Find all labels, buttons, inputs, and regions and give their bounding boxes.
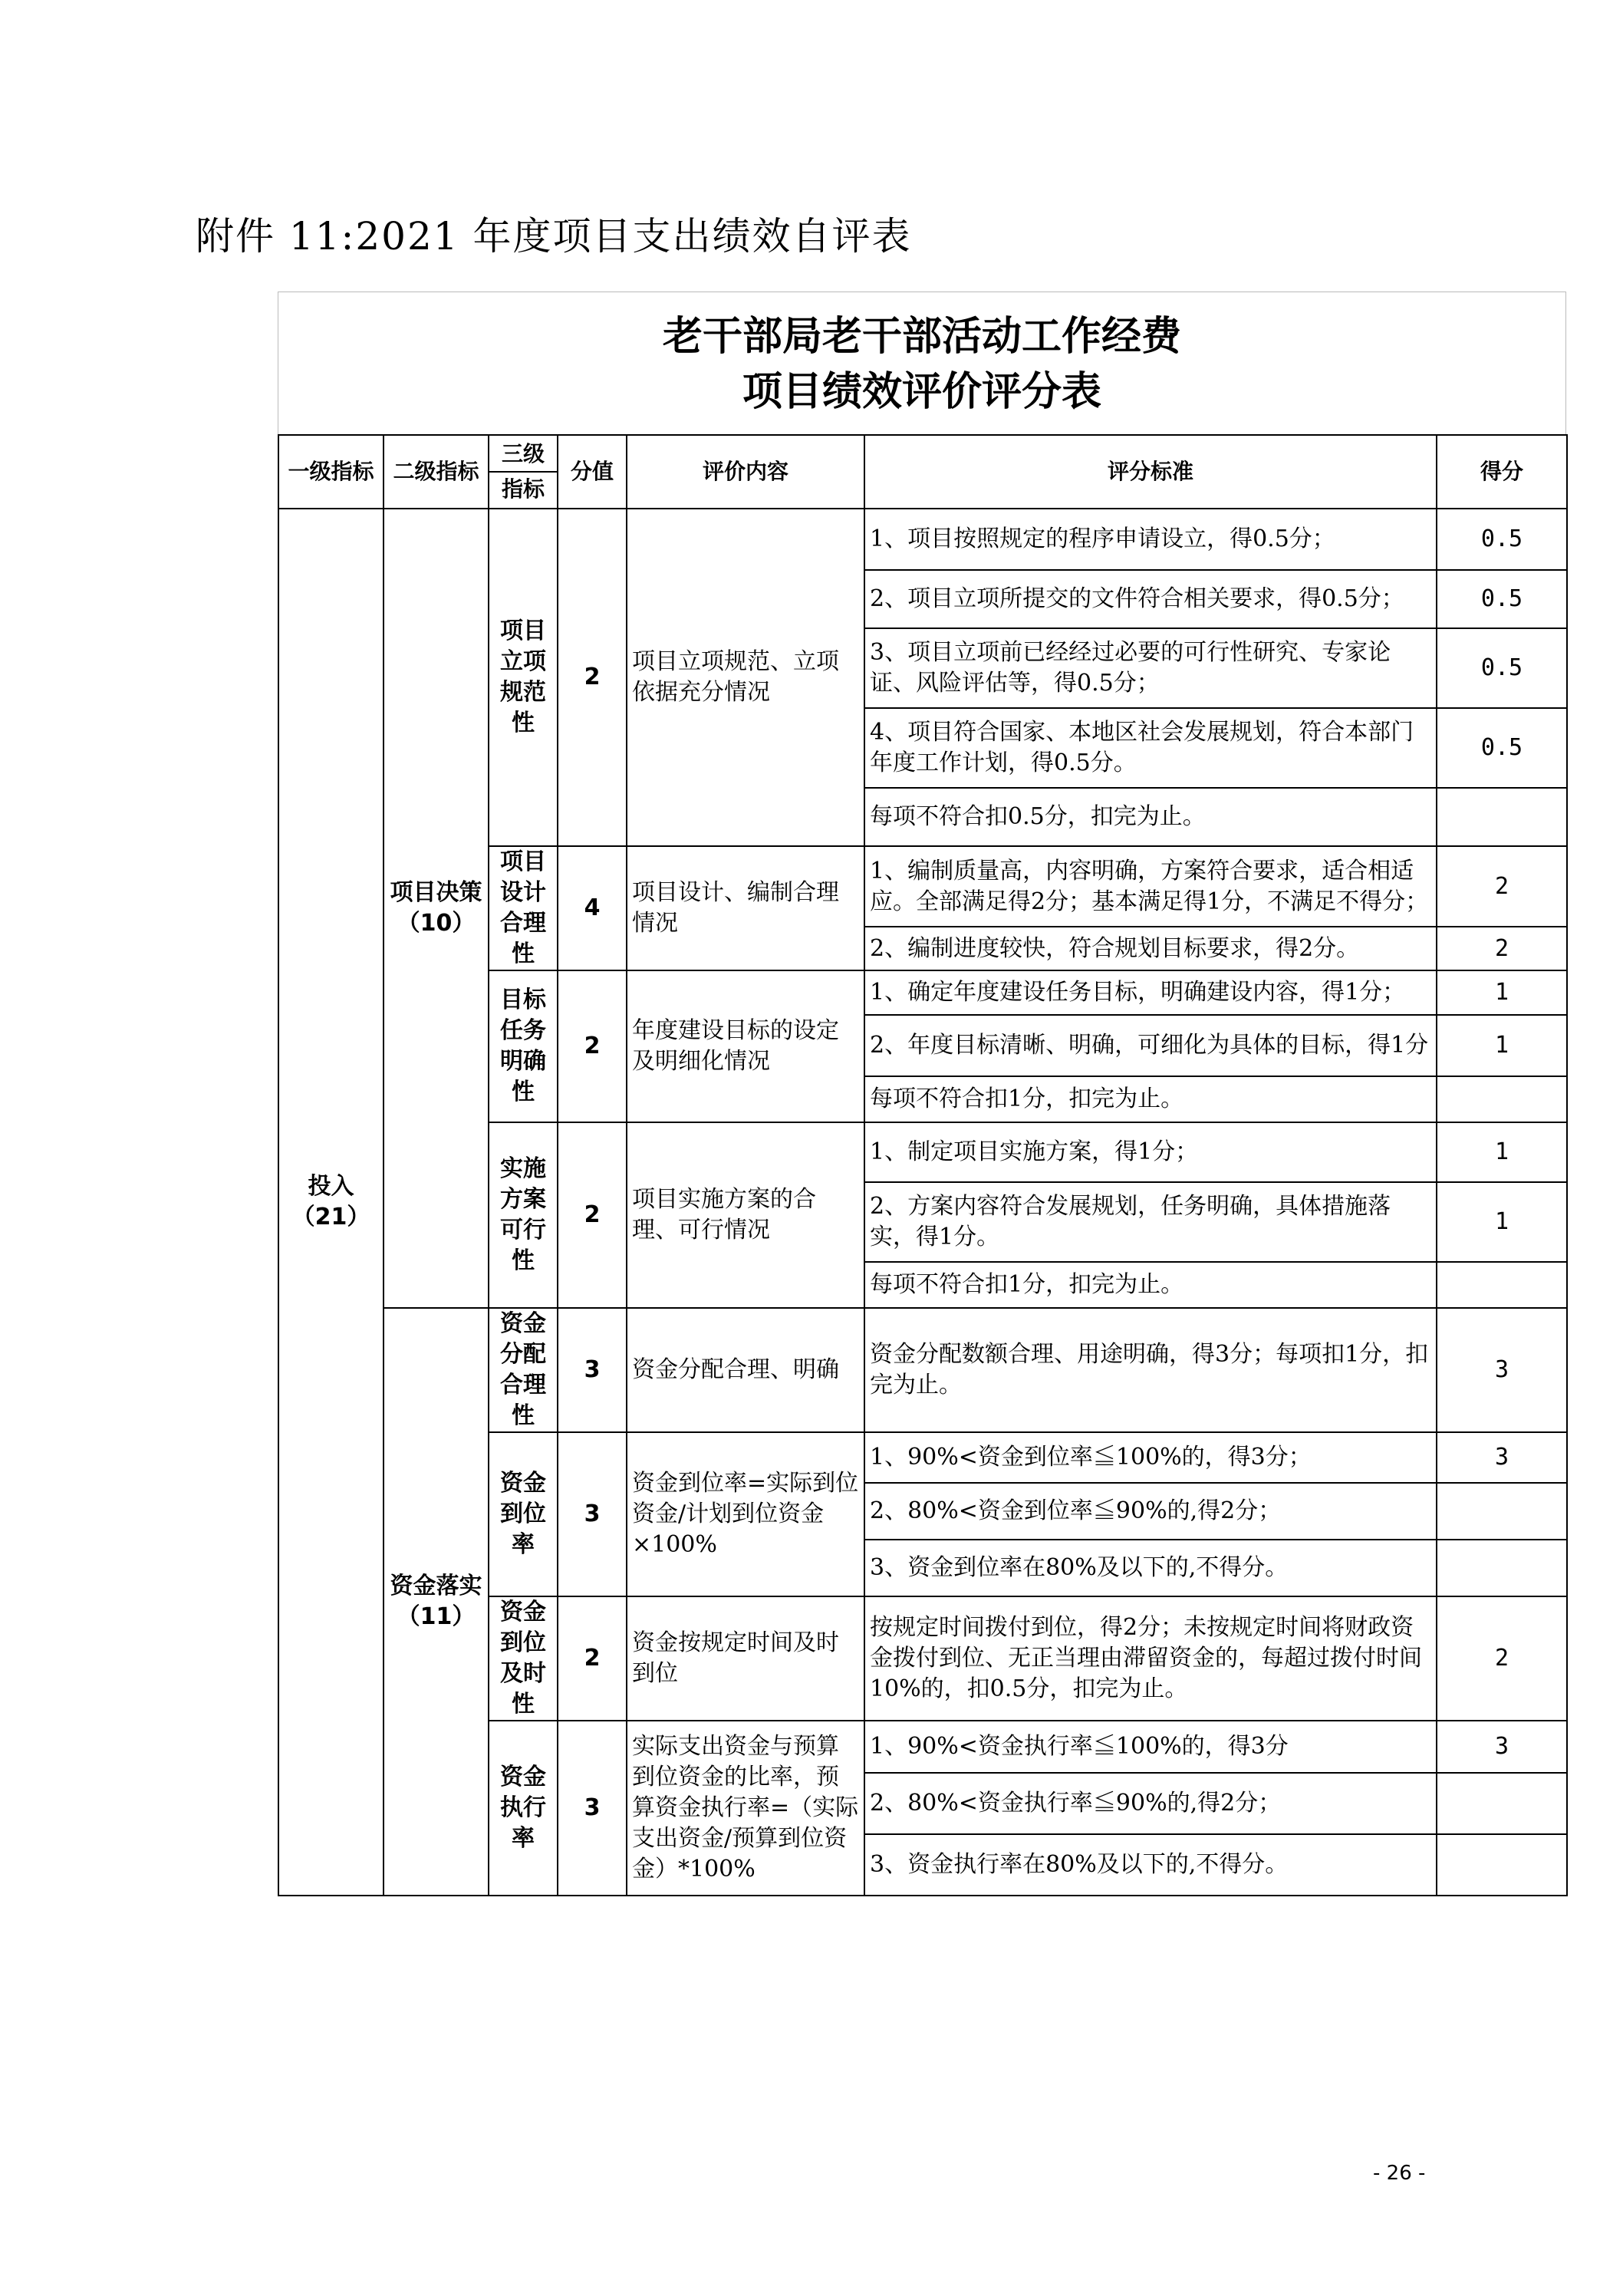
header-standard: 评分标准 xyxy=(864,435,1437,509)
standard-text: 每项不符合扣1分，扣完为止。 xyxy=(864,1076,1437,1122)
standard-text: 1、90%<资金执行率≦100%的，得3分 xyxy=(864,1721,1437,1773)
score-value: 2 xyxy=(1437,1596,1567,1721)
score-value: 1 xyxy=(1437,970,1567,1015)
item-name: 项目设计合理性 xyxy=(489,846,558,970)
item-content: 项目实施方案的合理、可行情况 xyxy=(627,1122,864,1308)
group-funding: 资金落实 （11） xyxy=(384,1308,489,1896)
item-content: 年度建设目标的设定及明细化情况 xyxy=(627,970,864,1122)
score-value xyxy=(1437,1540,1567,1596)
standard-text: 1、制定项目实施方案，得1分； xyxy=(864,1122,1437,1182)
item-weight: 2 xyxy=(558,970,627,1122)
standard-text: 2、项目立项所提交的文件符合相关要求，得0.5分； xyxy=(864,570,1437,628)
level1-cell: 投入 （21） xyxy=(278,509,384,1896)
table-row xyxy=(278,1308,1567,1432)
standard-text: 每项不符合扣0.5分，扣完为止。 xyxy=(864,788,1437,846)
item-name: 资金分配合理性 xyxy=(489,1308,558,1432)
score-value: 1 xyxy=(1437,1122,1567,1182)
score-value: 0.5 xyxy=(1437,628,1567,708)
score-value xyxy=(1437,1834,1567,1896)
evaluation-sheet xyxy=(278,292,1566,1896)
header-level3-top: 三级 xyxy=(489,437,557,473)
standard-text: 1、编制质量高，内容明确，方案符合要求，适合相适应。全部满足得2分；基本满足得1分，不满足不得分； xyxy=(864,846,1437,927)
standard-text: 3、项目立项前已经经过必要的可行性研究、专家论证、风险评估等，得0.5分； xyxy=(864,628,1437,708)
score-table xyxy=(278,434,1568,1896)
score-value: 2 xyxy=(1437,846,1567,927)
score-value: 1 xyxy=(1437,1015,1567,1076)
standard-text: 4、项目符合国家、本地区社会发展规划，符合本部门年度工作计划，得0.5分。 xyxy=(864,708,1437,788)
header-level1: 一级指标 xyxy=(278,435,384,509)
group-decision: 项目决策 （10） xyxy=(384,509,489,1308)
item-content: 项目立项规范、立项依据充分情况 xyxy=(627,509,864,846)
item-weight: 3 xyxy=(558,1721,627,1896)
header-score: 得分 xyxy=(1437,435,1567,509)
item-weight: 3 xyxy=(558,1432,627,1596)
item-content: 项目设计、编制合理情况 xyxy=(627,846,864,970)
score-value: 3 xyxy=(1437,1308,1567,1432)
standard-text: 2、编制进度较快，符合规划目标要求，得2分。 xyxy=(864,927,1437,970)
header-level3-bottom: 指标 xyxy=(501,476,545,502)
item-content: 实际支出资金与预算到位资金的比率，预算资金执行率=（实际支出资金/预算到位资金）*100% xyxy=(627,1721,864,1896)
standard-text: 2、年度目标清晰、明确，可细化为具体的目标，得1分 xyxy=(864,1015,1437,1076)
score-value xyxy=(1437,1773,1567,1834)
standard-text: 2、80%<资金到位率≦90%的,得2分； xyxy=(864,1483,1437,1540)
score-value: 0.5 xyxy=(1437,509,1567,570)
page-number: - 26 - xyxy=(1373,2162,1426,2185)
standard-text: 3、资金执行率在80%及以下的,不得分。 xyxy=(864,1834,1437,1896)
item-name: 资金到位及时性 xyxy=(489,1596,558,1721)
standard-text: 2、80%<资金执行率≦90%的,得2分； xyxy=(864,1773,1437,1834)
table-row xyxy=(278,509,1567,570)
header-content: 评价内容 xyxy=(627,435,864,509)
score-value: 1 xyxy=(1437,1182,1567,1262)
sheet-title xyxy=(278,292,1566,434)
title-line-2: 项目绩效评价评分表 xyxy=(742,369,1101,415)
score-value: 2 xyxy=(1437,927,1567,970)
score-value xyxy=(1437,788,1567,846)
score-value xyxy=(1437,1483,1567,1540)
item-content: 资金到位率=实际到位资金/计划到位资金×100% xyxy=(627,1432,864,1596)
item-weight: 4 xyxy=(558,846,627,970)
header-row xyxy=(278,435,1567,509)
standard-text: 每项不符合扣1分，扣完为止。 xyxy=(864,1262,1437,1308)
score-value xyxy=(1437,1262,1567,1308)
standard-text: 3、资金到位率在80%及以下的,不得分。 xyxy=(864,1540,1437,1596)
standard-text: 1、项目按照规定的程序申请设立，得0.5分； xyxy=(864,509,1437,570)
standard-text: 2、方案内容符合发展规划，任务明确，具体措施落实，得1分。 xyxy=(864,1182,1437,1262)
header-weight: 分值 xyxy=(558,435,627,509)
standard-text: 1、确定年度建设任务目标，明确建设内容，得1分； xyxy=(864,970,1437,1015)
item-name: 项目立项规范性 xyxy=(489,509,558,846)
item-name: 实施方案可行性 xyxy=(489,1122,558,1308)
score-value: 3 xyxy=(1437,1432,1567,1483)
title-line-1: 老干部局老干部活动工作经费 xyxy=(662,314,1181,360)
score-value xyxy=(1437,1076,1567,1122)
score-value: 0.5 xyxy=(1437,708,1567,788)
item-weight: 2 xyxy=(558,1596,627,1721)
item-name: 目标任务明确性 xyxy=(489,970,558,1122)
item-weight: 2 xyxy=(558,1122,627,1308)
item-name: 资金执行率 xyxy=(489,1721,558,1896)
item-content: 资金按规定时间及时到位 xyxy=(627,1596,864,1721)
standard-text: 按规定时间拨付到位，得2分；未按规定时间将财政资金拨付到位、无正当理由滞留资金的，每超过拨付时间10%的，扣0.5分，扣完为止。 xyxy=(864,1596,1437,1721)
standard-text: 资金分配数额合理、用途明确，得3分；每项扣1分，扣完为止。 xyxy=(864,1308,1437,1432)
score-value: 0.5 xyxy=(1437,570,1567,628)
score-value: 3 xyxy=(1437,1721,1567,1773)
item-content: 资金分配合理、明确 xyxy=(627,1308,864,1432)
item-weight: 2 xyxy=(558,509,627,846)
item-name: 资金到位率 xyxy=(489,1432,558,1596)
attachment-caption: 附件 11:2021 年度项目支出绩效自评表 xyxy=(196,214,912,259)
header-level2: 二级指标 xyxy=(384,435,489,509)
header-level3 xyxy=(489,435,558,509)
item-weight: 3 xyxy=(558,1308,627,1432)
standard-text: 1、90%<资金到位率≦100%的，得3分； xyxy=(864,1432,1437,1483)
